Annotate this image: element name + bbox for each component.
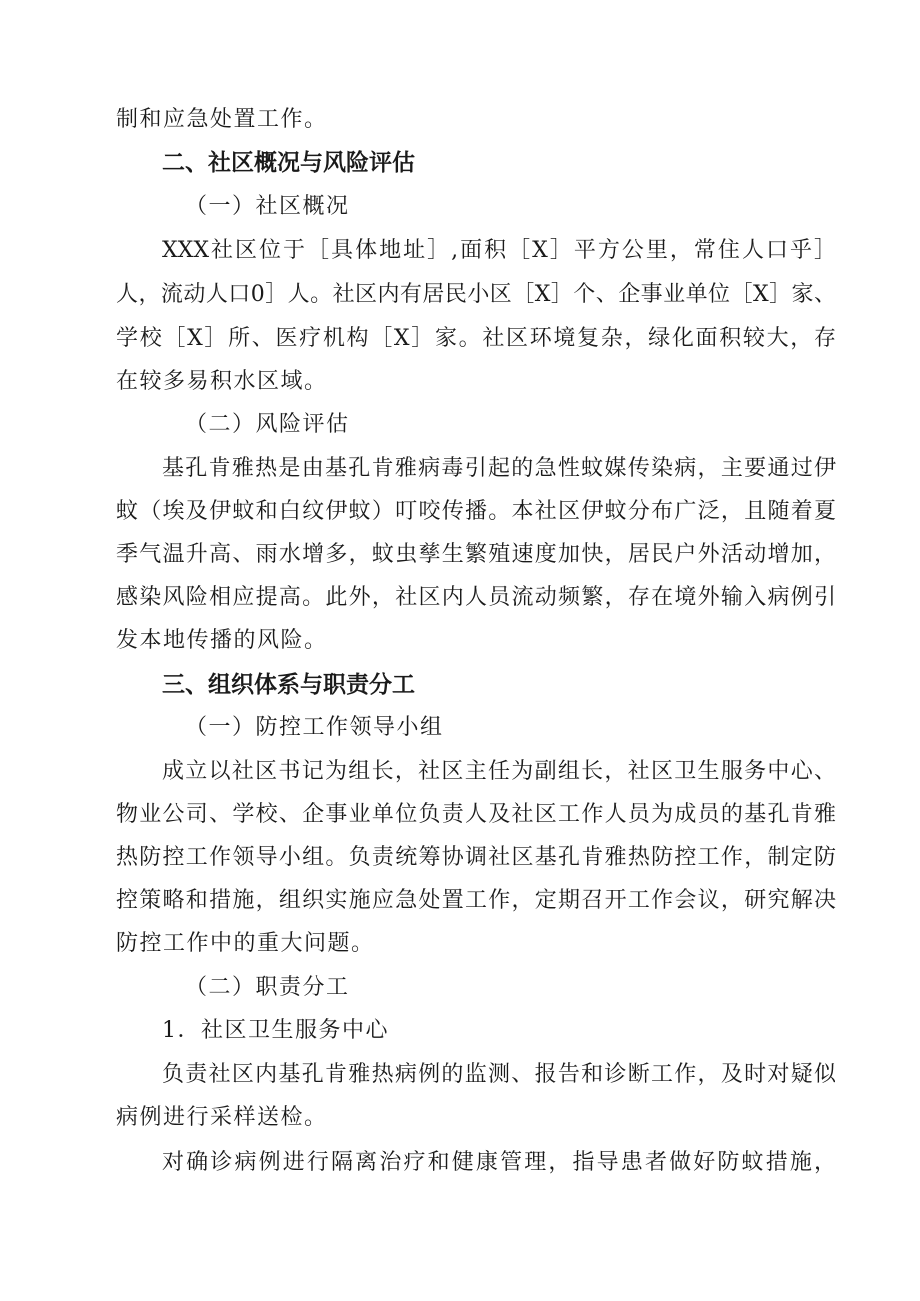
paragraph-line: 控策略和措施，组织实施应急处置工作，定期召开工作会议，研究解决 — [116, 888, 836, 913]
subsection-heading: （二）职责分工 — [185, 975, 350, 1000]
paragraph-line: 对确诊病例进行隔离治疗和健康管理，指导患者做好防蚊措施， — [162, 1150, 836, 1175]
paragraph-line: 发本地传播的风险。 — [116, 628, 328, 653]
section-heading-3: 三、组织体系与职责分工 — [162, 672, 415, 698]
subsection-heading: （一）防控工作领导小组 — [185, 715, 444, 740]
section-heading-2: 二、社区概况与风险评估 — [162, 150, 415, 176]
paragraph-line: 物业公司、学校、企事业单位负责人及社区工作人员为成员的基孔肯雅 — [116, 802, 836, 827]
paragraph-line: 季气温升高、雨水增多，蚊虫孳生繁殖速度加快，居民户外活动增加， — [116, 542, 836, 567]
paragraph-line: XXX社区位于［具体地址］,面积［X］平方公里，常住人口乎］ — [162, 238, 836, 263]
paragraph-line: 病例进行采样送检。 — [116, 1105, 328, 1130]
paragraph-line: 成立以社区书记为组长，社区主任为副组长，社区卫生服务中心、 — [162, 759, 836, 784]
paragraph-line: 热防控工作领导小组。负责统筹协调社区基孔肯雅热防控工作，制定防 — [116, 845, 836, 870]
paragraph-line: 防控工作中的重大问题。 — [116, 931, 375, 956]
paragraph-line: 制和应急处置工作。 — [116, 107, 328, 132]
paragraph-line: 学校［X］所、医疗机构［X］家。社区环境复杂，绿化面积较大，存 — [116, 326, 836, 351]
paragraph-line: 感染风险相应提高。此外，社区内人员流动频繁，存在境外输入病例引 — [116, 585, 836, 610]
paragraph-line: 基孔肯雅热是由基孔肯雅病毒引起的急性蚊媒传染病，主要通过伊 — [162, 456, 836, 481]
paragraph-line: 在较多易积水区域。 — [116, 369, 328, 394]
paragraph-line: 蚊（埃及伊蚊和白纹伊蚊）叮咬传播。本社区伊蚊分布广泛，且随着夏 — [116, 499, 836, 524]
paragraph-line: 人，流动人口0］人。社区内有居民小区［X］个、企事业单位［X］家、 — [116, 282, 836, 307]
subsection-heading: （二）风险评估 — [185, 412, 350, 437]
item-heading: 1．社区卫生服务中心 — [162, 1018, 389, 1043]
subsection-heading: （一）社区概况 — [185, 194, 350, 219]
paragraph-line: 负责社区内基孔肯雅热病例的监测、报告和诊断工作，及时对疑似 — [162, 1062, 836, 1087]
